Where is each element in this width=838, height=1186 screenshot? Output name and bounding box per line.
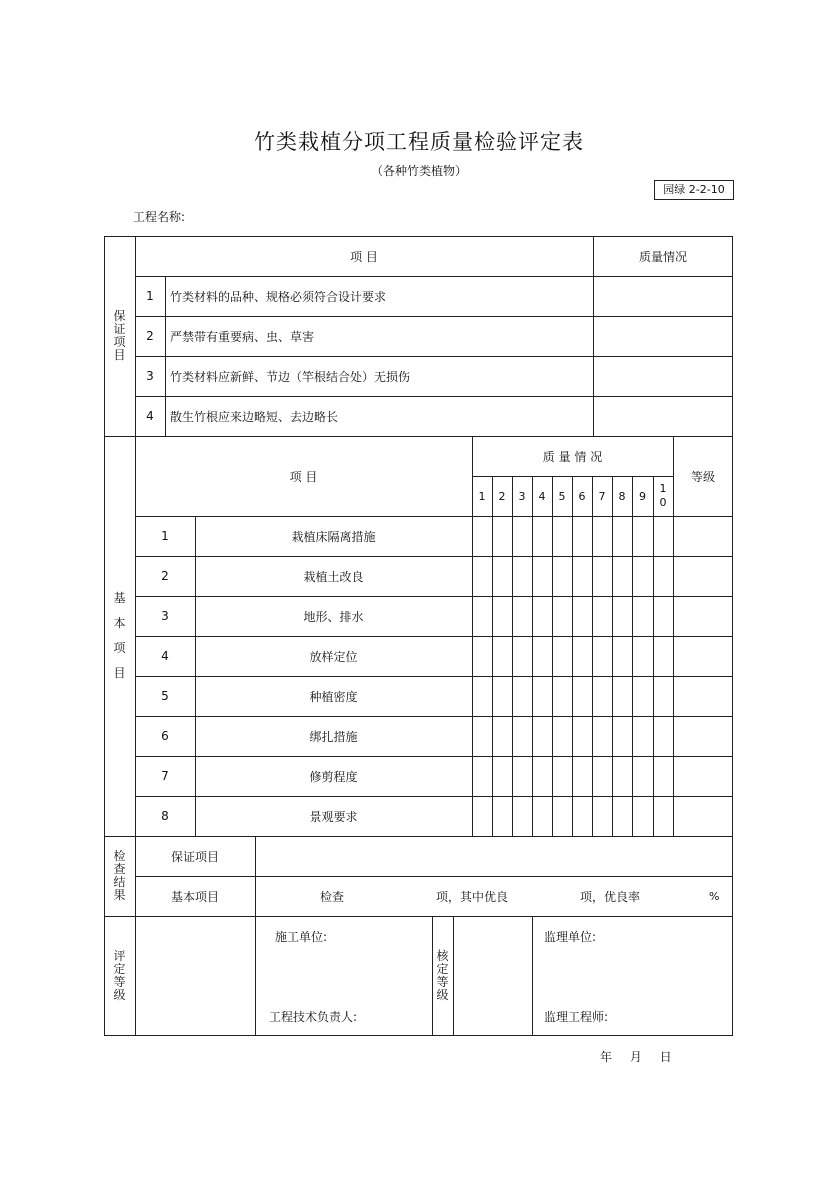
quality-col-7: 7	[598, 489, 606, 503]
construction-unit-label: 施工单位:	[275, 929, 328, 944]
date-line: 年 月 日	[600, 1050, 672, 1064]
basic-row-no: 4	[161, 649, 169, 663]
basic-row-text: 绑扎措施	[309, 729, 358, 744]
quality-col-6: 6	[578, 489, 586, 503]
guarantee-row-no: 3	[146, 369, 154, 383]
grading-side-label: 评 定 等 级	[113, 949, 126, 1002]
guarantee-header-item: 项 目	[350, 249, 378, 264]
quality-col-4: 4	[538, 489, 546, 503]
supervision-unit-label: 监理单位:	[544, 929, 597, 944]
basic-row-no: 1	[161, 529, 169, 543]
basic-side-label: 基 本 项 目	[113, 591, 126, 680]
result-basic-label: 基本项目	[170, 889, 219, 904]
result-percent-sign: %	[709, 889, 720, 903]
basic-row-no: 7	[161, 769, 169, 783]
guarantee-row-no: 4	[146, 409, 154, 423]
basic-row-no: 2	[161, 569, 169, 583]
quality-col-5: 5	[558, 489, 566, 503]
result-side-label: 检 查 结 果	[113, 849, 126, 902]
verify-grade-label: 核 定 等 级	[436, 949, 449, 1002]
guarantee-header-quality: 质量情况	[638, 249, 687, 264]
guarantee-row-text: 散生竹根应来边略短、去边略长	[170, 409, 339, 424]
basic-header-item: 项 目	[289, 469, 318, 484]
guarantee-side-label: 保 证 项 目	[113, 309, 126, 362]
basic-row-no: 3	[161, 609, 169, 623]
basic-row-text: 栽植土改良	[303, 569, 364, 584]
guarantee-row-no: 2	[146, 329, 154, 343]
page-title: 竹类栽植分项工程质量检验评定表	[254, 130, 584, 154]
basic-row-text: 修剪程度	[309, 769, 358, 784]
basic-row-text: 放样定位	[309, 649, 358, 664]
quality-col-10: 1 0	[659, 482, 667, 509]
guarantee-row-text: 竹类材料的品种、规格必须符合设计要求	[170, 289, 387, 304]
guarantee-row-text: 严禁带有重要病、虫、草害	[170, 329, 315, 344]
result-excellent-text: 项，其中优良	[436, 889, 509, 904]
basic-header-quality: 质 量 情 况	[542, 449, 603, 464]
basic-row-text: 景观要求	[309, 809, 358, 824]
basic-row-no: 5	[161, 689, 169, 703]
project-name-label: 工程名称:	[133, 210, 186, 224]
guarantee-row-no: 1	[146, 289, 154, 303]
basic-row-no: 8	[161, 809, 169, 823]
quality-col-2: 2	[498, 489, 506, 503]
page-subtitle: （各种竹类植物）	[370, 164, 467, 178]
basic-row-no: 6	[161, 729, 169, 743]
basic-row-text: 栽植床隔离措施	[291, 529, 376, 544]
basic-header-grade: 等级	[690, 469, 715, 484]
quality-col-1: 1	[478, 489, 486, 503]
basic-row-text: 地形、排水	[303, 609, 364, 624]
quality-col-3: 3	[518, 489, 526, 503]
result-rate-text: 项，优良率	[580, 889, 641, 904]
quality-col-9: 9	[639, 489, 646, 503]
form-code-box: 园绿 2-2-10	[654, 180, 734, 200]
guarantee-row-text: 竹类材料应新鲜、节边（竿根结合处）无损伤	[170, 369, 411, 384]
result-check-text: 检查	[320, 889, 345, 904]
supervisor-label: 监理工程师:	[544, 1009, 609, 1024]
quality-col-8: 8	[618, 489, 626, 503]
basic-row-text: 种植密度	[309, 689, 358, 704]
result-guarantee-label: 保证项目	[170, 849, 219, 864]
tech-lead-label: 工程技术负责人:	[269, 1009, 358, 1024]
